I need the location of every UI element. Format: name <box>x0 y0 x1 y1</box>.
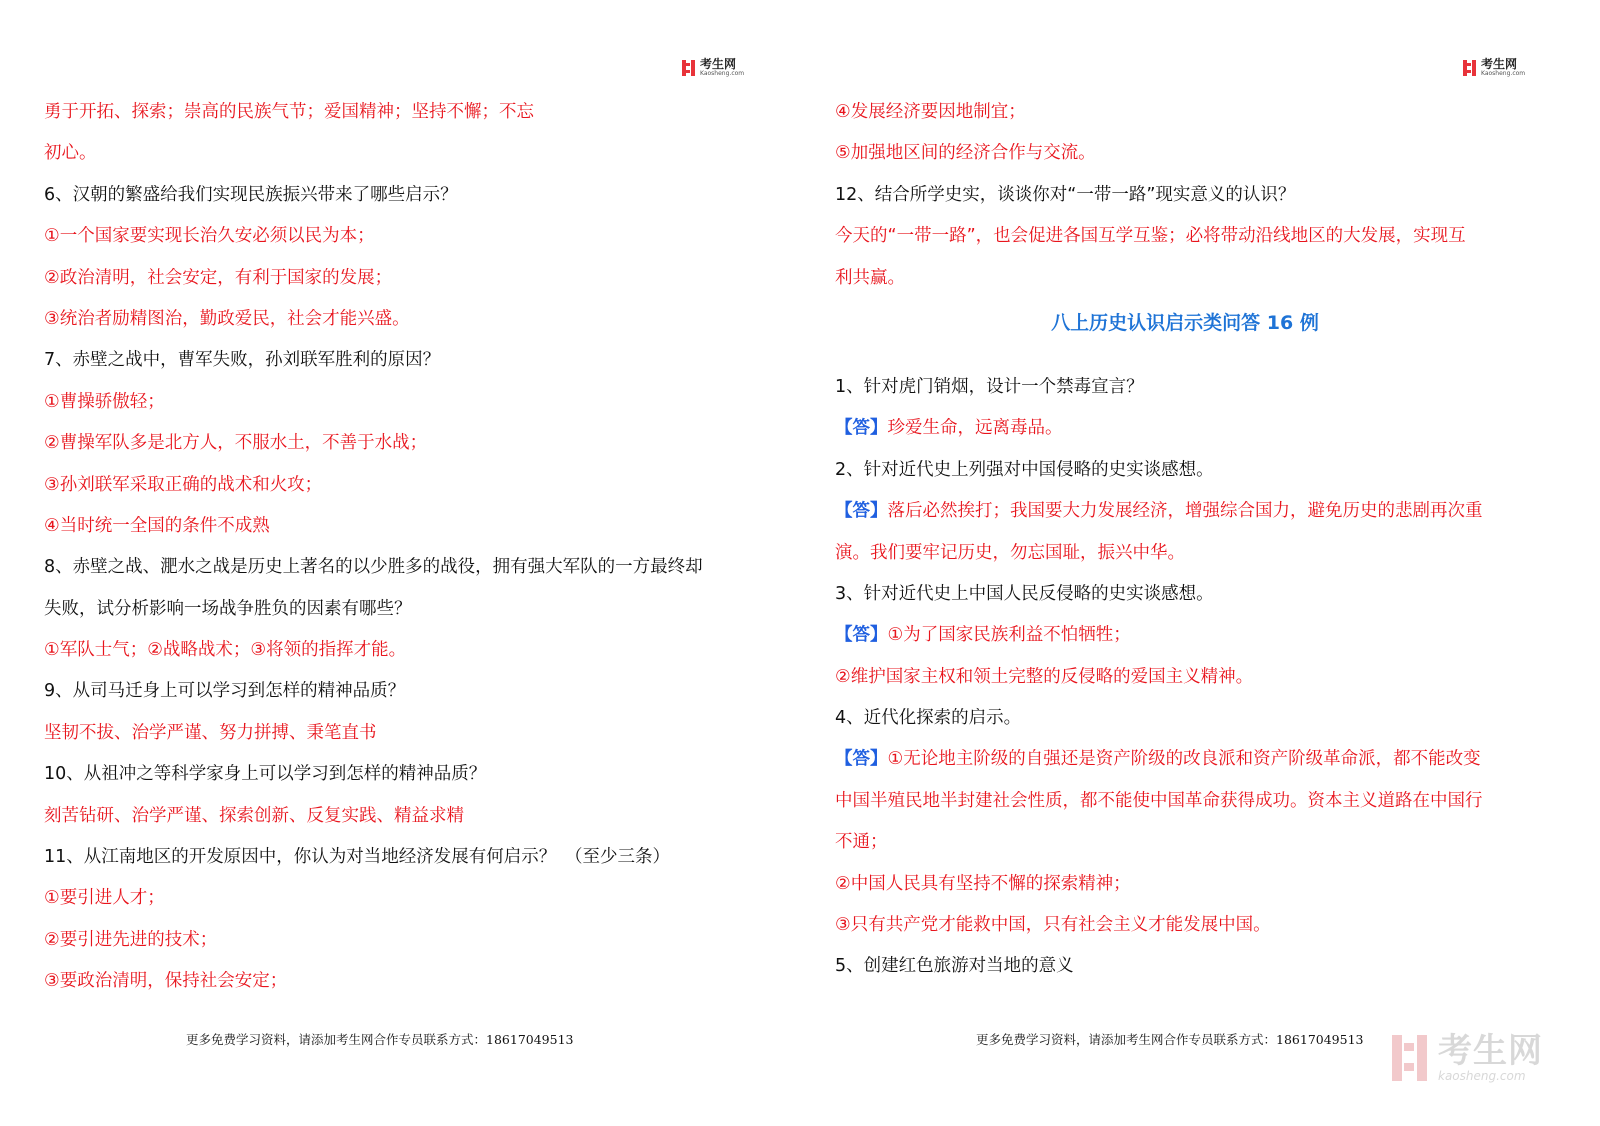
answer-line <box>835 657 1535 698</box>
line-text: 10、从祖冲之等科学家身上可以学习到怎样的精神品质？ <box>44 764 487 785</box>
right-footer: 更多免费学习资料，请添加考生网合作专员联系方式：18617049513 <box>976 1032 1364 1047</box>
line-text: ⑤加强地区间的经济合作与交流。 <box>835 143 1096 164</box>
question-line <box>44 589 759 630</box>
question-line <box>44 671 759 712</box>
line-text: 不通； <box>835 832 888 853</box>
answer-line <box>835 739 1535 780</box>
answer-line <box>44 506 759 547</box>
answer-tag: 【答】 <box>835 625 888 646</box>
line-text: 1、针对虎门销烟，设计一个禁毒宣言？ <box>835 376 1144 397</box>
answer-line <box>44 961 759 1002</box>
logo-text: 考生网 <box>700 57 737 71</box>
line-text: 7、赤壁之战中，曹军失败，孙刘联军胜利的原因？ <box>44 350 441 371</box>
right-page <box>800 0 1600 1126</box>
line-text: ③统治者励精图治，勤政爱民，社会才能兴盛。 <box>44 308 410 329</box>
question-line <box>835 698 1535 739</box>
answer-line <box>835 258 1535 299</box>
line-text: ①曹操骄傲轻； <box>44 391 165 412</box>
answer-line <box>44 216 759 257</box>
line-text: 11、从江南地区的开发原因中，你认为对当地经济发展有何启示？ （至少三条） <box>44 847 671 868</box>
answer-line <box>44 878 759 919</box>
answer-line <box>44 796 759 837</box>
line-text: 失败，试分析影响一场战争胜负的因素有哪些？ <box>44 598 412 619</box>
logo-subtext: Kaosheng.com <box>1481 70 1526 77</box>
line-text: ④当时统一全国的条件不成熟 <box>44 515 270 536</box>
question-line <box>44 754 759 795</box>
line-text: 4、近代化探索的启示。 <box>835 708 1022 729</box>
line-text: ①要引进人才； <box>44 888 165 909</box>
answer-line <box>44 92 759 133</box>
question-line <box>44 340 759 381</box>
question-line <box>835 450 1535 491</box>
answer-line <box>835 781 1535 822</box>
left-page-content <box>44 92 759 1003</box>
answer-line <box>44 423 759 464</box>
line-text: 9、从司马迁身上可以学习到怎样的精神品质？ <box>44 681 406 702</box>
question-line <box>835 574 1535 615</box>
watermark-mark-icon <box>1392 1035 1432 1081</box>
line-text: ②中国人民具有坚持不懈的探索精神； <box>835 873 1131 894</box>
line-text: 利共赢。 <box>835 267 905 288</box>
question-line <box>835 946 1535 987</box>
line-text: ①为了国家民族利益不怕牺牲； <box>887 625 1131 646</box>
logo-mark-icon <box>682 60 697 76</box>
answer-tag: 【答】 <box>835 749 888 770</box>
logo-mark-icon <box>1463 60 1478 76</box>
watermark-subtext: kaosheng.com <box>1438 1069 1526 1083</box>
watermark-logo <box>1392 1031 1543 1083</box>
answer-line <box>44 258 759 299</box>
answer-line <box>835 822 1535 863</box>
line-text: ①军队士气；②战略战术；③将领的指挥才能。 <box>44 640 407 661</box>
question-line <box>44 175 759 216</box>
line-text: 初心。 <box>44 143 97 164</box>
line-text: ②维护国家主权和领土完整的反侵略的爱国主义精神。 <box>835 666 1254 687</box>
answer-line <box>835 491 1535 532</box>
line-text: 刻苦钻研、治学严谨、探索创新、反复实践、精益求精 <box>44 805 464 826</box>
left-footer: 更多免费学习资料，请添加考生网合作专员联系方式：18617049513 <box>186 1032 574 1047</box>
line-text: 落后必然挨打；我国要大力发展经济，增强综合国力，避免历史的悲剧再次重 <box>887 501 1483 522</box>
line-text: 3、针对近代史上中国人民反侵略的史实谈感想。 <box>835 583 1214 604</box>
header-logo <box>1463 58 1525 77</box>
answer-line <box>44 465 759 506</box>
line-text: 中国半殖民地半封建社会性质，都不能使中国革命获得成功。资本主义道路在中国行 <box>835 790 1483 811</box>
answer-line <box>835 408 1535 449</box>
line-text: 坚韧不拔、治学严谨、努力拼搏、秉笔直书 <box>44 722 377 743</box>
section-title: 八上历史认识启示类问答 16 例 <box>1051 311 1319 334</box>
answer-line <box>44 630 759 671</box>
line-text: ①无论地主阶级的自强还是资产阶级的改良派和资产阶级革命派，都不能改变 <box>887 749 1481 770</box>
line-text: ④发展经济要因地制宜； <box>835 102 1026 122</box>
question-line <box>44 547 759 588</box>
answer-line <box>835 615 1535 656</box>
answer-line <box>835 533 1535 574</box>
answer-line <box>44 133 759 174</box>
answer-line <box>44 382 759 423</box>
line-text: 6、汉朝的繁盛给我们实现民族振兴带来了哪些启示？ <box>44 184 458 205</box>
logo-text: 考生网 <box>1481 57 1518 71</box>
question-line <box>835 175 1535 216</box>
line-text: 5、创建红色旅游对当地的意义 <box>835 956 1074 977</box>
question-line <box>44 837 759 878</box>
answer-line <box>44 713 759 754</box>
answer-line <box>835 864 1535 905</box>
line-text: ③孙刘联军采取正确的战术和火攻； <box>44 474 323 495</box>
line-text: ②曹操军队多是北方人，不服水土，不善于水战； <box>44 433 428 454</box>
line-text: 8、赤壁之战、淝水之战是历史上著名的以少胜多的战役，拥有强大军队的一方最终却 <box>44 557 703 578</box>
question-line <box>835 367 1535 408</box>
answer-line <box>835 905 1535 946</box>
answer-tag: 【答】 <box>835 501 888 522</box>
right-page-content <box>835 92 1535 988</box>
line-text: 珍爱生命，远离毒品。 <box>887 418 1063 439</box>
answer-line <box>835 92 1535 133</box>
line-text: 勇于开拓、探索；崇高的民族气节；爱国精神；坚持不懈；不忘 <box>44 102 534 122</box>
line-text: 12、结合所学史实，谈谈你对“一带一路”现实意义的认识？ <box>835 184 1296 205</box>
logo-subtext: Kaosheng.com <box>700 70 745 77</box>
answer-line <box>44 299 759 340</box>
answer-line <box>835 133 1535 174</box>
line-text: ③要政治清明，保持社会安定； <box>44 971 288 992</box>
line-text: 今天的“一带一路”，也会促进各国互学互鉴；必将带动沿线地区的大发展，实现互 <box>835 226 1466 247</box>
answer-tag: 【答】 <box>835 418 888 439</box>
line-text: 演。我们要牢记历史，勿忘国耻，振兴中华。 <box>835 542 1185 563</box>
answer-line <box>835 216 1535 257</box>
line-text: ②政治清明，社会安定，有利于国家的发展； <box>44 267 393 288</box>
line-text: ①一个国家要实现长治久安必须以民为本； <box>44 226 375 247</box>
watermark-text: 考生网 <box>1438 1031 1543 1071</box>
header-logo <box>682 58 744 77</box>
line-text: 2、针对近代史上列强对中国侵略的史实谈感想。 <box>835 459 1214 480</box>
line-text: ③只有共产党才能救中国，只有社会主义才能发展中国。 <box>835 915 1271 936</box>
answer-line <box>44 920 759 961</box>
line-text: ②要引进先进的技术； <box>44 929 218 950</box>
